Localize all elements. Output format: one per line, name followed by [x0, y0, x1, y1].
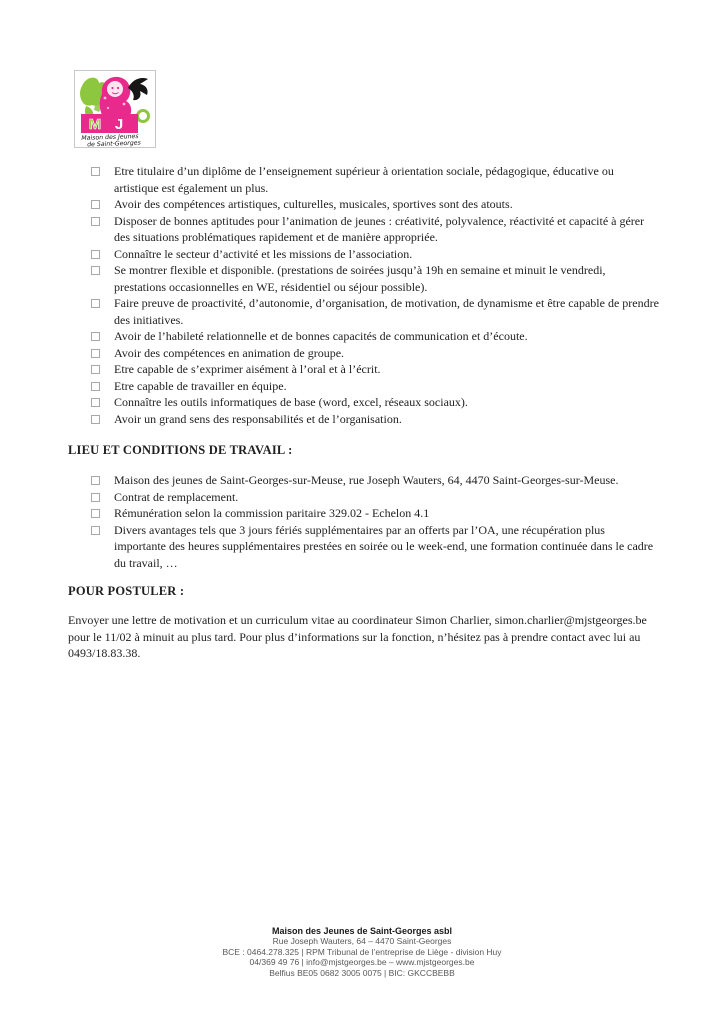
- checkbox-bullet-icon: [91, 526, 100, 535]
- condition-item: [91, 489, 660, 506]
- requirement-item: [91, 361, 660, 378]
- checkbox-bullet-icon: [91, 365, 100, 374]
- checkbox-bullet-icon: [91, 200, 100, 209]
- logo-caption: [81, 133, 141, 148]
- requirement-item: [91, 262, 660, 295]
- checkbox-bullet-icon: [91, 493, 100, 502]
- requirement-item: [91, 378, 660, 395]
- requirement-text: Connaître le secteur d’activité et les missions de l’association.: [114, 246, 413, 261]
- requirement-text: Avoir des compétences artistiques, culturelles, musicales, sportives sont des atouts.: [114, 197, 513, 211]
- checkbox-bullet-icon: [91, 299, 100, 308]
- requirement-text: Avoir un grand sens des responsabilités et de l’organisation.: [114, 411, 402, 426]
- requirement-item: [91, 328, 660, 345]
- footer-org-name: Maison des Jeunes de Saint-Georges asbl: [271, 926, 453, 936]
- footer-address: Rue Joseph Wauters, 64 – 4470 Saint-Georges: [272, 936, 452, 947]
- condition-item: [91, 505, 660, 522]
- checkbox-bullet-icon: [91, 398, 100, 407]
- requirement-text: Avoir des compétences en animation de groupe.: [114, 345, 345, 360]
- requirement-text: Avoir de l’habileté relationnelle et de bonnes capacités de communication et d’écoute.: [114, 329, 528, 343]
- checkbox-bullet-icon: [91, 167, 100, 176]
- checkbox-bullet-icon: [91, 382, 100, 391]
- footer-registration: BCE : 0464.278.325 | RPM Tribunal de l’entreprise de Liège - division Huy: [222, 946, 502, 957]
- checkbox-bullet-icon: [91, 476, 100, 485]
- mj-logo-image: [74, 70, 156, 148]
- requirement-item: [91, 213, 660, 246]
- requirement-item: [91, 163, 660, 196]
- checkbox-bullet-icon: [91, 332, 100, 341]
- checkbox-bullet-icon: [91, 509, 100, 518]
- requirement-item: [91, 394, 660, 411]
- condition-item: [91, 472, 660, 489]
- requirements-list: [68, 163, 660, 427]
- requirement-text: Se montrer flexible et disponible. (prestations de soirées jusqu’à 19h en semaine et minuit le vendredi, prestations occasionnelles en WE, résidentiel ou séjour possible).: [114, 263, 606, 294]
- requirement-text: Etre titulaire d’un diplôme de l’enseignement supérieur à orientation sociale, pédagogique, éducative ou artistique est également un plus.: [114, 164, 614, 195]
- checkbox-bullet-icon: [91, 415, 100, 424]
- requirement-text: Disposer de bonnes aptitudes pour l’animation de jeunes : créativité, polyvalence, réactivité et capacité à gérer des situations problématiques rapidement et de manière appropriée.: [114, 213, 645, 244]
- requirement-text: Connaître les outils informatiques de base (word, excel, réseaux sociaux).: [114, 395, 468, 409]
- logo-caption-line1: Maison des Jeunes: [81, 133, 139, 142]
- conditions-list: [68, 472, 660, 571]
- logo-caption-line2: de Saint-Georges: [87, 139, 141, 148]
- condition-item: [91, 522, 660, 572]
- footer-bank: Belfius BE05 0682 3005 0075 | BIC: GKCCBEBB: [269, 967, 455, 978]
- requirement-item: [91, 295, 660, 328]
- checkbox-bullet-icon: [91, 250, 100, 259]
- requirement-item: [91, 345, 660, 362]
- section-heading-conditions: LIEU ET CONDITIONS DE TRAVAIL :: [68, 443, 293, 457]
- requirement-item: [91, 411, 660, 428]
- logo-letter-m: M: [88, 116, 102, 133]
- checkbox-bullet-icon: [91, 217, 100, 226]
- requirement-item: [91, 246, 660, 263]
- footer-contact: 04/369 49 76 | info@mjstgeorges.be – www.mjstgeorges.be: [249, 957, 475, 968]
- condition-text: Divers avantages tels que 3 jours fériés supplémentaires par an offerts par l’OA, une récupération plus importante des heures supplémentaires prestées en soirée ou le week-end, une formation continuée dans le cadre du travail, …: [114, 522, 654, 570]
- mj-logo: [74, 70, 156, 148]
- condition-text: Maison des jeunes de Saint-Georges-sur-Meuse, rue Joseph Wauters, 64, 4470 Saint-Georges-sur-Meuse.: [114, 473, 619, 487]
- requirement-text: Etre capable de s’exprimer aisément à l’oral et à l’écrit.: [114, 362, 381, 376]
- requirement-item: [91, 196, 660, 213]
- page-footer: [0, 926, 724, 978]
- condition-text: Rémunération selon la commission paritaire 329.02 - Echelon 4.1: [114, 506, 430, 520]
- requirement-text: Faire preuve de proactivité, d’autonomie, d’organisation, de motivation, de dynamisme et être capable de prendre des initiatives.: [114, 296, 659, 327]
- checkbox-bullet-icon: [91, 266, 100, 275]
- logo-mj-banner: [81, 114, 138, 133]
- section-heading-postuler: POUR POSTULER :: [68, 584, 185, 598]
- checkbox-bullet-icon: [91, 349, 100, 358]
- logo-letter-j: J: [114, 116, 124, 133]
- condition-text: Contrat de remplacement.: [114, 489, 239, 504]
- apply-paragraph: Envoyer une lettre de motivation et un curriculum vitae au coordinateur Simon Charlier, simon.charlier@mjstgeorges.be pour le 11/02 à minuit au plus tard. Pour plus d’informations sur la fonction, n’hésitez pas à prendre contact avec lui au 0493/18.83.38.: [68, 613, 647, 660]
- requirement-text: Etre capable de travailler en équipe.: [114, 378, 287, 393]
